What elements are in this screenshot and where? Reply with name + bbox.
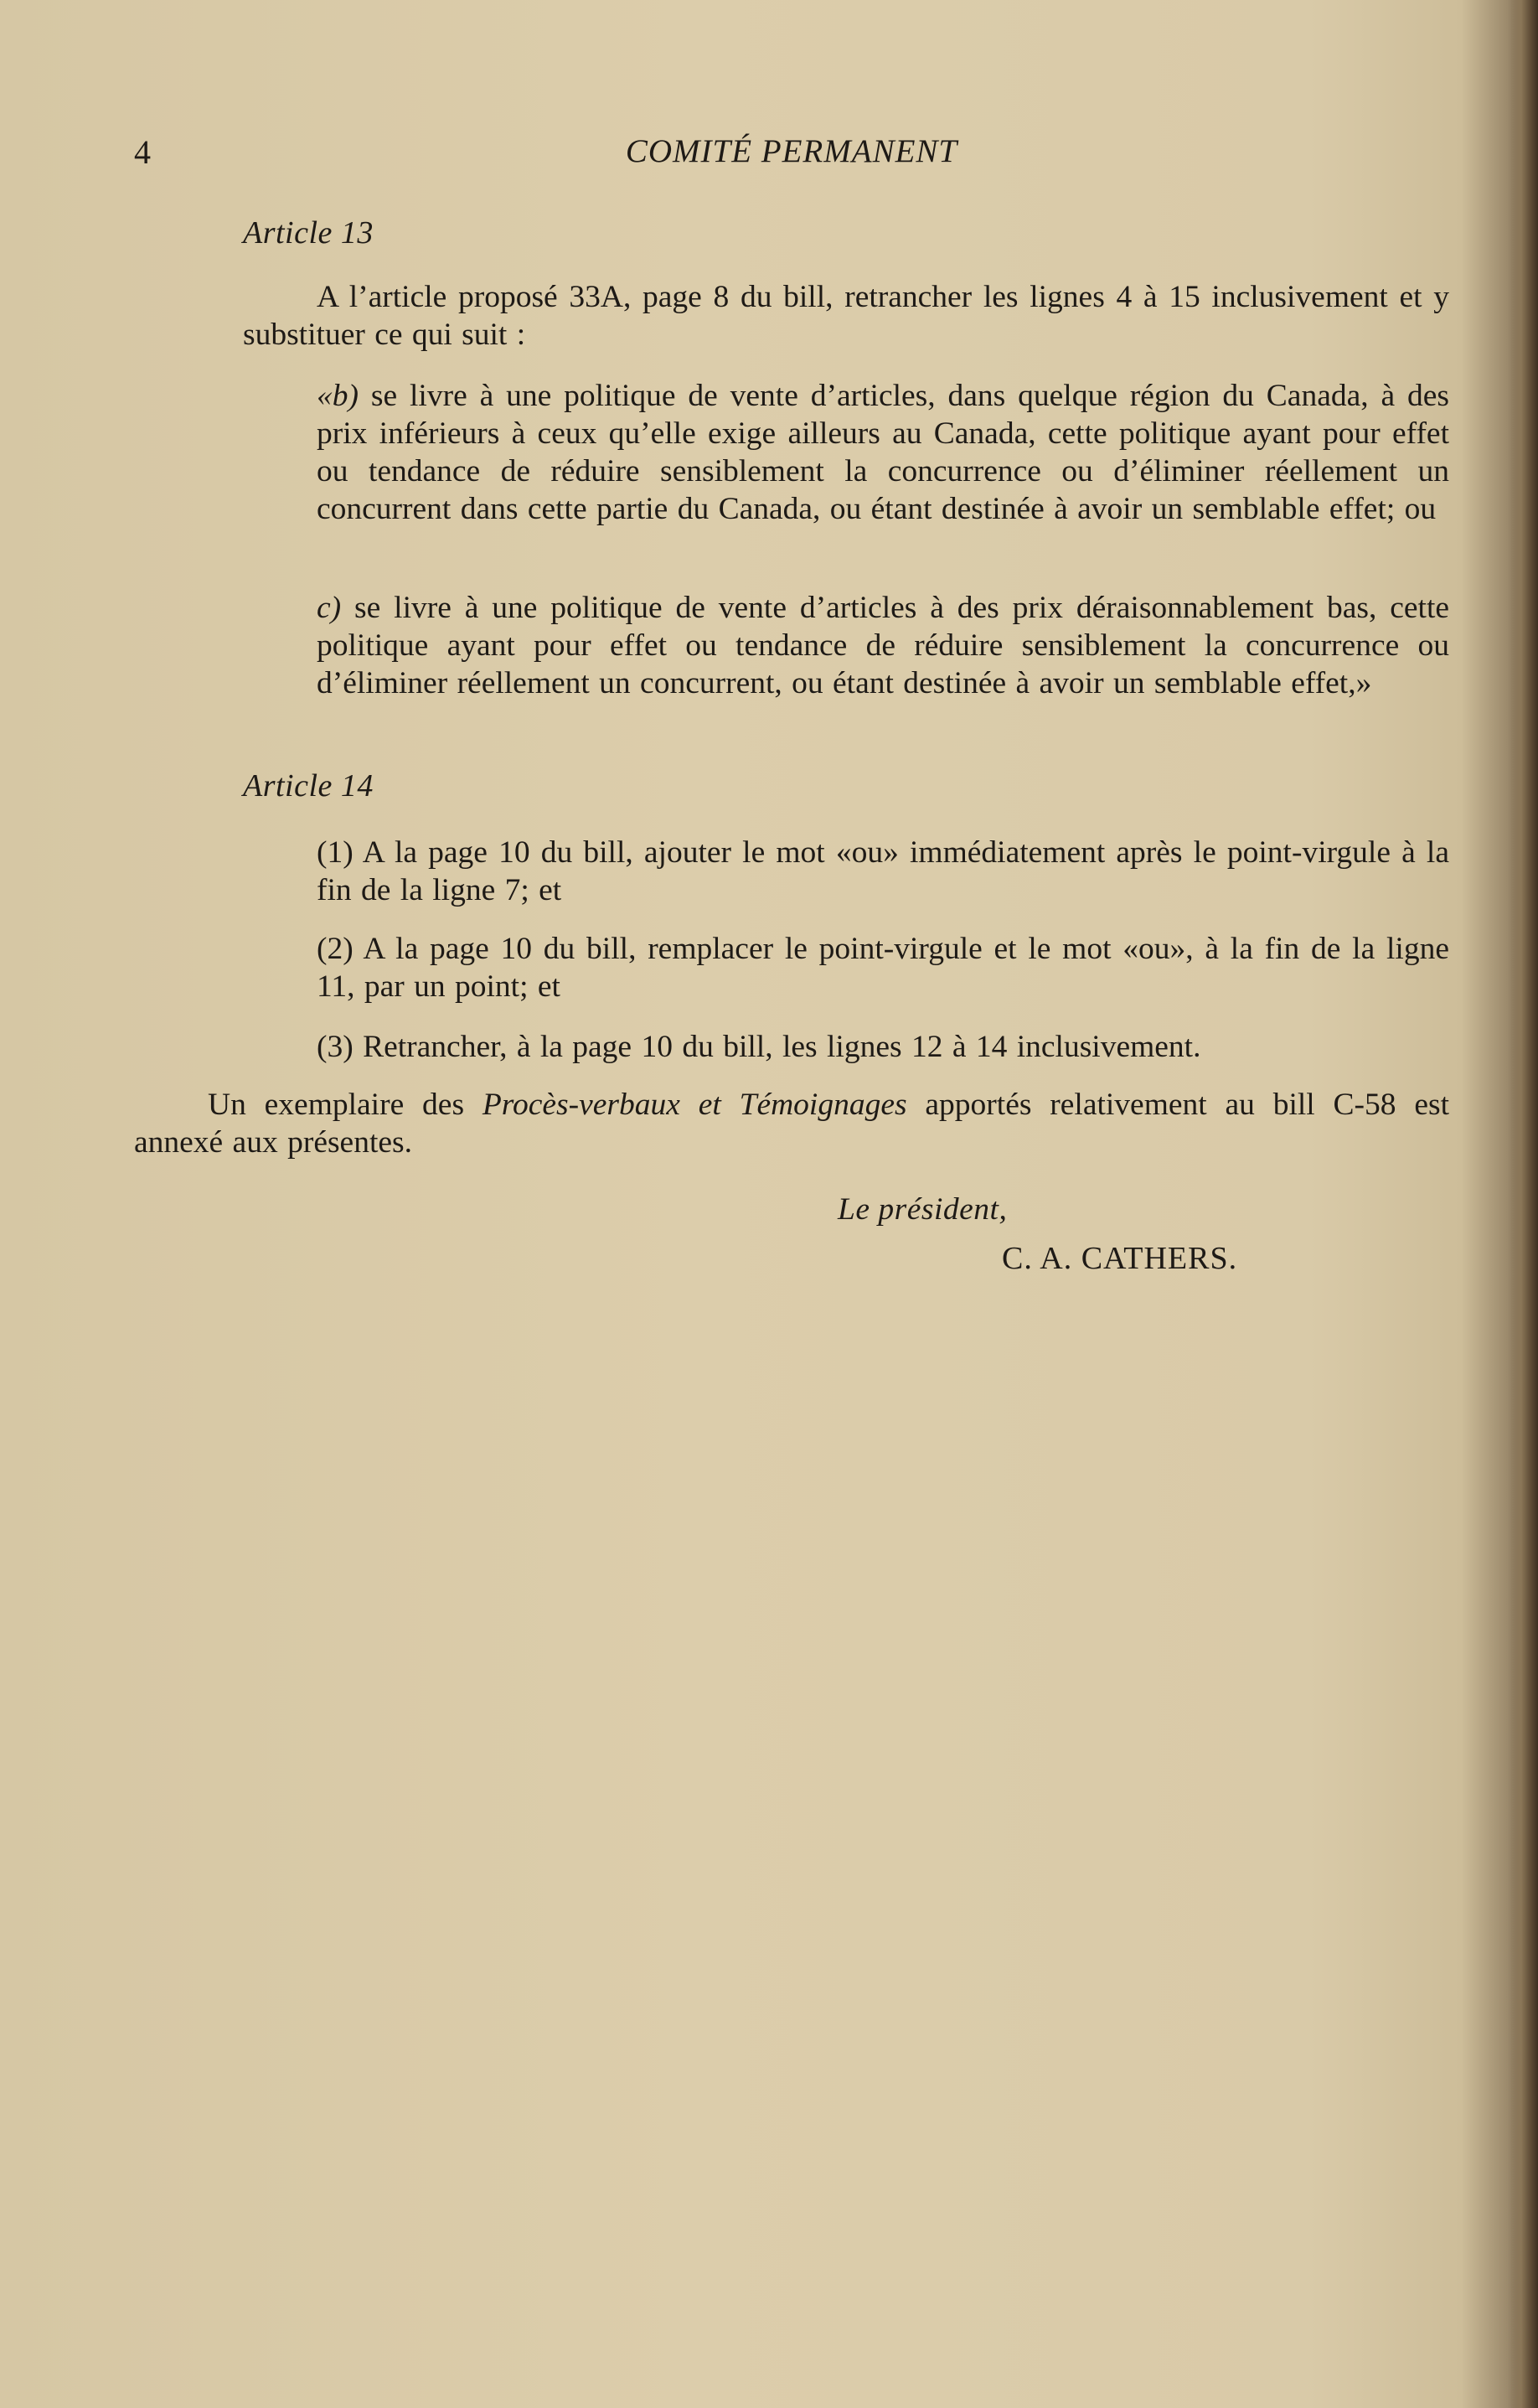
article-14-heading: Article 14 (243, 768, 374, 804)
clause-b-text: se livre à une politique de vente d’articles, dans quelque région du Canada, à des prix inférieurs à ceux qu’elle exige ailleurs au Canada, cette politique ayant pour effet ou tendance de réduire sensiblement la concurrence ou d’éliminer réellement un concurrent dans cette partie du Canada, ou étant destinée à avoir un semblable effet; ou (317, 379, 1450, 526)
closing-after: apportés relativement au bill C-58 est annexé aux présentes. (134, 1088, 1450, 1160)
article-14-item-3: (3) Retrancher, à la page 10 du bill, les lignes 12 à 14 inclusivement. (317, 1030, 1201, 1064)
page-header (134, 132, 1449, 174)
article-13-heading: Article 13 (243, 215, 374, 251)
article-14-item-2: (2) A la page 10 du bill, remplacer le point-virgule et le mot «ou», à la fin de la ligne 11, par un point; et (317, 932, 1449, 1004)
signature-name: C. A. CATHERS. (1002, 1241, 1238, 1276)
clause-b-label: «b) (317, 379, 359, 413)
closing-paragraph (134, 1086, 1449, 1161)
article-13-intro: A l’article proposé 33A, page 8 du bill, retrancher les lignes 4 à 15 inclusivement et y substituer ce qui suit : (243, 280, 1449, 352)
closing-italic-title: Procès-verbaux et Témoignages (482, 1088, 907, 1122)
page-number: 4 (134, 133, 151, 171)
article-14-item-1: (1) A la page 10 du bill, ajouter le mot «ou» immédiatement après le point-virgule à la fin de la ligne 7; et (317, 835, 1449, 907)
page-binding-edge (1510, 0, 1538, 2408)
closing-before: Un exemplaire des (208, 1088, 465, 1122)
running-title: COMITÉ PERMANENT (625, 133, 958, 169)
clause-c (317, 589, 1449, 702)
clause-b (317, 377, 1449, 528)
signature-title: Le président, (838, 1192, 1008, 1227)
clause-c-label: c) (317, 591, 342, 625)
clause-c-text: se livre à une politique de vente d’articles à des prix déraisonnablement bas, cette politique ayant pour effet ou tendance de réduire sensiblement la concurrence ou d’éliminer réellement un concurrent, ou étant destinée à avoir un semblable effet,» (317, 591, 1450, 700)
